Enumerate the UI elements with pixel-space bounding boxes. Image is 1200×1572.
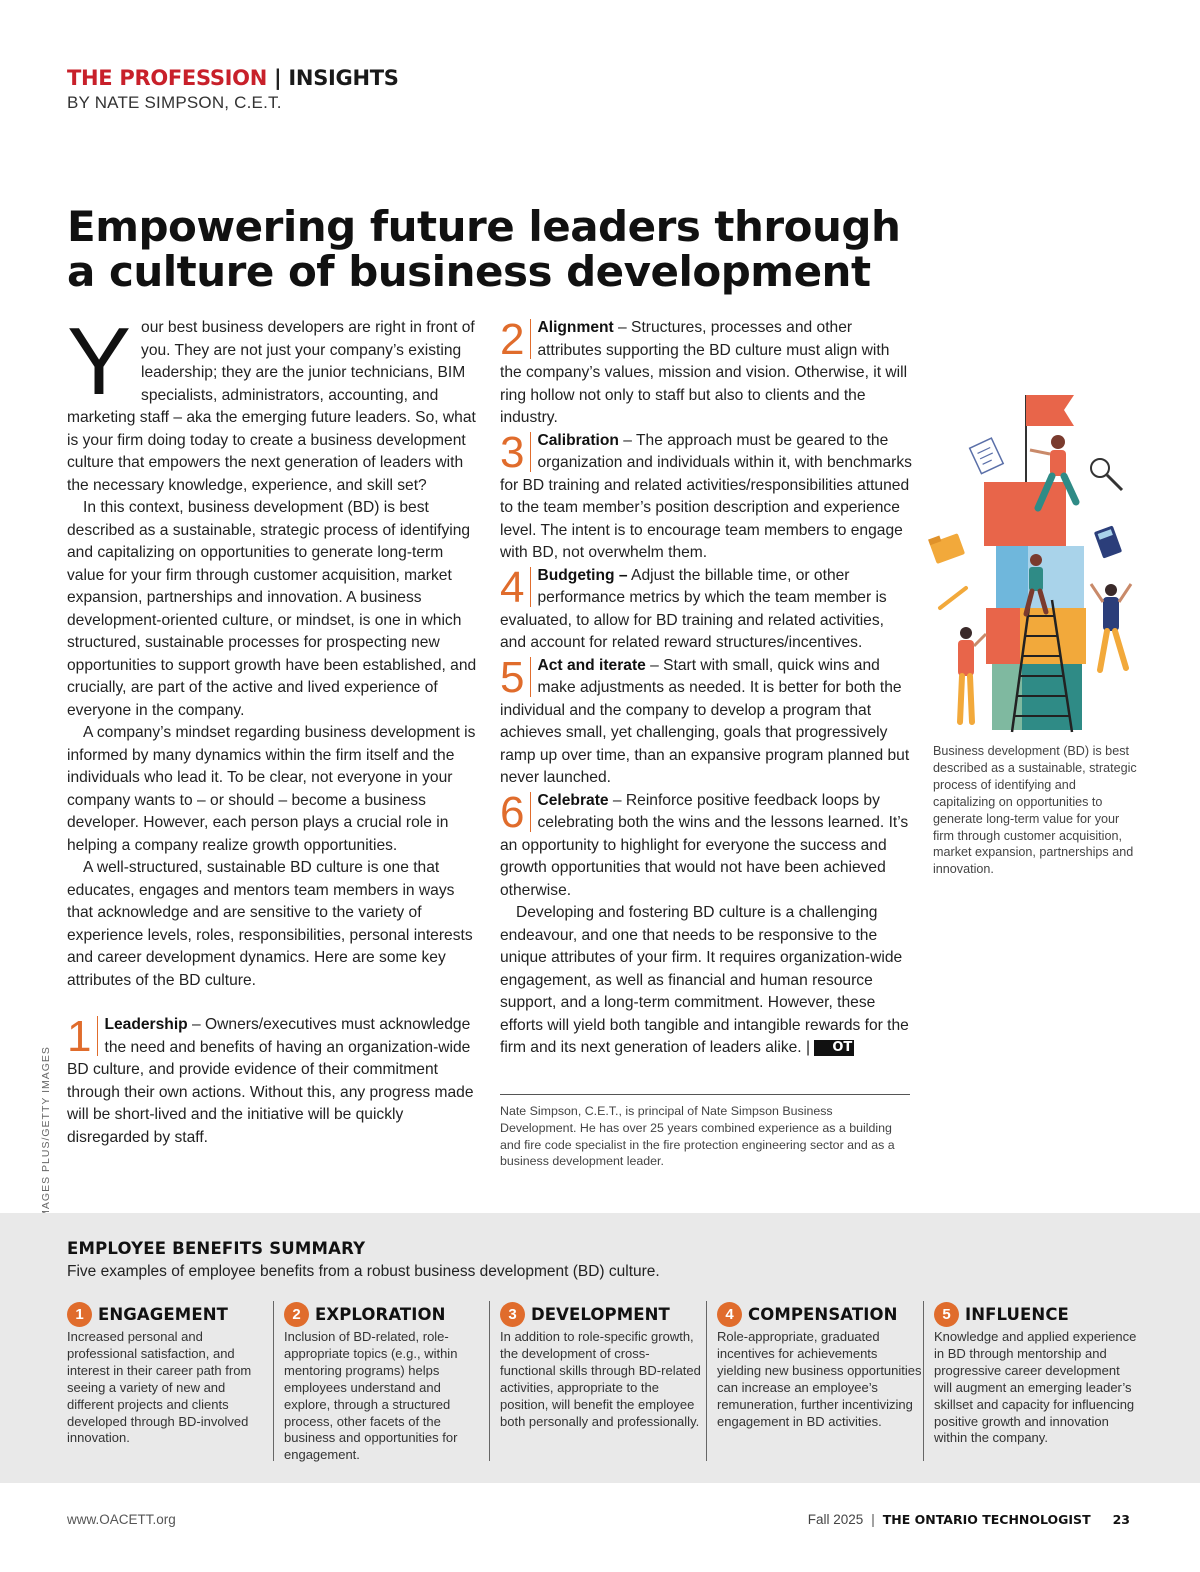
article-column-1 bbox=[67, 308, 481, 1149]
benefits-subtitle: Five examples of employee benefits from a robust business development (BD) culture. bbox=[67, 1263, 660, 1280]
attribute-item-act-and-iterate bbox=[500, 652, 912, 790]
attribute-text: – Start with small, quick wins and make adjustments as needed. It is better for both the individual and the company to develop a program that achieves small, yet challenging, goals that progressively ramp up over time, than an expansive program planned but never launched. bbox=[500, 656, 910, 786]
attribute-text: – Reinforce positive feedback loops by celebrating both the wins and the lessons learned. It’s an opportunity to highlight for everyone the success and growth opportunities that would not have been achieved otherwise. bbox=[500, 791, 909, 899]
attribute-term: Alignment bbox=[537, 319, 614, 336]
attribute-number: 2 bbox=[500, 319, 531, 359]
attribute-number: 6 bbox=[500, 792, 531, 832]
attribute-item-alignment bbox=[500, 317, 912, 430]
subsection-label: INSIGHTS bbox=[288, 66, 399, 90]
section-label: THE PROFESSION bbox=[67, 66, 268, 90]
page-number: 23 bbox=[1112, 1512, 1130, 1527]
attribute-number: 4 bbox=[500, 567, 531, 607]
attribute-text: Adjust the billable time, or other performance metrics by which the team member is evaluated, to allow for BD training and related activities, and account for related reward structures/incentives. bbox=[500, 566, 887, 651]
attribute-term: Leadership bbox=[104, 1016, 188, 1033]
body-paragraph: A well-structured, sustainable BD culture is one that educates, engages and mentors team members in ways that acknowledge and are sensitive to the variety of experience levels, roles, responsibilities, personal interests and career development dynamics. Here are some key attributes of the BD culture. bbox=[67, 859, 473, 989]
benefit-name: EXPLORATION bbox=[315, 1304, 446, 1324]
kicker-separator: | bbox=[267, 66, 289, 90]
attribute-item-calibration bbox=[500, 427, 912, 565]
benefit-influence bbox=[923, 1301, 1139, 1461]
attribute-item-budgeting bbox=[500, 562, 912, 655]
closing-paragraph bbox=[500, 902, 912, 1060]
benefit-number-badge: 3 bbox=[500, 1302, 525, 1327]
footer-separator: | bbox=[871, 1512, 875, 1527]
attribute-term: Budgeting – bbox=[537, 566, 628, 584]
benefit-development bbox=[489, 1301, 705, 1461]
body-paragraph: In this context, business development (BD) is best described as a sustainable, strategic process of identifying and capitalizing on opportunities to generate long-term value for your firm through customer acquisition, market expansion, partnerships and innovation. A business development-oriented culture, or mindset, is one in which structured, sustainable processes for prospecting new opportunities to support growth have been established, and crucially, are part of the active and lived experience of everyone in the company. bbox=[67, 499, 477, 719]
section-kicker bbox=[67, 66, 399, 90]
benefit-name: INFLUENCE bbox=[965, 1304, 1069, 1324]
benefits-title: EMPLOYEE BENEFITS SUMMARY bbox=[67, 1239, 366, 1258]
illustration-caption: Business development (BD) is best described as a sustainable, strategic process of identifying and capitalizing on opportunities to generate long-term value for your firm through customer acquisition, market expansion, partnerships and innovation. bbox=[933, 744, 1137, 877]
benefit-number-badge: 2 bbox=[284, 1302, 309, 1327]
benefit-name: DEVELOPMENT bbox=[531, 1304, 670, 1324]
intro-paragraph bbox=[67, 308, 481, 497]
author-bio: Nate Simpson, C.E.T., is principal of Nate Simpson Business Development. He has over 25 years combined experience as a building and fire code specialist in the fire protection engineering sector and as a business development leader. bbox=[500, 1094, 910, 1170]
benefits-summary-box bbox=[0, 1213, 1200, 1483]
byline: BY NATE SIMPSON, C.E.T. bbox=[67, 93, 282, 112]
publication-name: THE ONTARIO TECHNOLOGIST bbox=[882, 1512, 1091, 1527]
benefit-description: Role-appropriate, graduated incentives for achievements yielding new business opportunities can increase an employee’s remuneration, further incentivizing engagement in BD activities. bbox=[717, 1329, 922, 1429]
end-mark: OT bbox=[814, 1040, 854, 1056]
attribute-term: Act and iterate bbox=[537, 656, 646, 674]
benefit-exploration bbox=[273, 1301, 489, 1461]
teamwork-illustration bbox=[926, 390, 1144, 735]
attribute-term: Celebrate bbox=[537, 791, 609, 809]
benefit-description: In addition to role-specific growth, the development of cross-functional skills through BD-related activities, appropriate to the position, will benefit the employee both personally and professionally. bbox=[500, 1329, 701, 1429]
article-headline: Empowering future leaders through a culture of business development bbox=[67, 202, 901, 296]
issue-season: Fall 2025 bbox=[807, 1512, 864, 1527]
benefit-number-badge: 1 bbox=[67, 1302, 92, 1327]
benefit-name: ENGAGEMENT bbox=[98, 1304, 228, 1324]
benefit-description: Inclusion of BD-related, role-appropriate topics (e.g., within mentoring programs) helps employees understand and explore, through a structured process, other facets of the business and opportunities for engagement. bbox=[284, 1329, 458, 1463]
attribute-item-leadership bbox=[67, 1014, 481, 1149]
footer-publication-info bbox=[808, 1512, 1130, 1527]
benefit-name: COMPENSATION bbox=[748, 1304, 898, 1324]
article-column-2 bbox=[500, 317, 912, 1060]
attribute-number: 3 bbox=[500, 432, 531, 472]
footer-website: www.OACETT.org bbox=[67, 1512, 176, 1527]
attribute-text: – The approach must be geared to the organization and individuals within it, with benchmarks for BD training and related activities/responsibilities attuned to the team member’s position description and experience level. The intent is to encourage team members to engage with BD, not overwhelm them. bbox=[500, 431, 912, 561]
attribute-text: – Structures, processes and other attributes supporting the BD culture must align with the company’s values, mission and vision. Otherwise, it will ring hollow not only to staff but also to clients and the industry. bbox=[500, 319, 908, 426]
benefit-description: Increased personal and professional satisfaction, and interest in their career path from seeing a variety of new and different projects and clients developed through BD-involved innovation. bbox=[67, 1329, 252, 1446]
benefit-number-badge: 4 bbox=[717, 1302, 742, 1327]
closing-text: Developing and fostering BD culture is a challenging endeavour, and one that needs to be responsive to the unique attributes of your firm. It requires organization-wide engagement, as well as financial and human resource support, and a long-term commitment. However, these efforts will yield both tangible and intangible rewards for the firm and its next generation of leaders alike. bbox=[500, 904, 909, 1056]
benefit-number-badge: 5 bbox=[934, 1302, 959, 1327]
attribute-number: 1 bbox=[67, 1016, 98, 1056]
attribute-term: Calibration bbox=[537, 431, 619, 449]
attribute-item-celebrate bbox=[500, 787, 912, 903]
end-bar: | bbox=[801, 1039, 815, 1056]
benefit-engagement bbox=[67, 1301, 267, 1461]
attribute-text: – Owners/executives must acknowledge the need and benefits of having an organization-wide BD culture, and provide evidence of their commitment through their own actions. Without this, any progress made will be short-lived and the initiative will be quickly disregarded by staff. bbox=[67, 1016, 474, 1146]
body-paragraph: A company’s mindset regarding business development is informed by many dynamics within the firm itself and the individuals who lead it. To be clear, not everyone in your company wants to – or should – become a business developer. However, each person plays a crucial role in helping a company realize growth opportunities. bbox=[67, 724, 476, 854]
drop-cap: Y bbox=[67, 308, 132, 415]
intro-text: our best business developers are right in front of you. They are not just your company’s existing leadership; they are the junior technicians, BIM specialists, administrators, accounting, and marketing staff – aka the emerging future leaders. So, what is your firm doing today to create a business development culture that empowers the next generation of leaders with the necessary knowledge, experience, and skill set? bbox=[67, 319, 476, 494]
benefit-compensation bbox=[706, 1301, 922, 1461]
attribute-number: 5 bbox=[500, 657, 531, 697]
benefit-description: Knowledge and applied experience in BD through mentorship and progressive career development will augment an emerging leader’s skillset and capacity for influencing positive growth and innovation within the company. bbox=[934, 1329, 1137, 1446]
